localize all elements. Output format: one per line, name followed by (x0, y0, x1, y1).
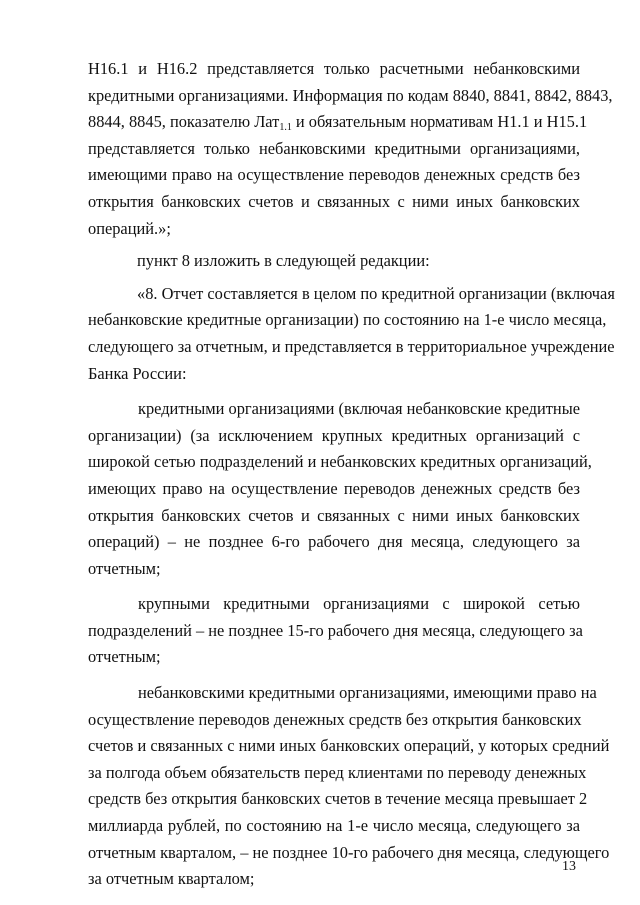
text-line: отчетным кварталом, – не позднее 10-го рабочего дня месяца, следующего (88, 842, 610, 862)
text-line: представляется только небанковскими кредитными организациями, (88, 138, 580, 158)
text-line: кредитными организациями. Информация по кодам 8840, 8841, 8842, 8843, (88, 85, 613, 105)
text-line: небанковскими кредитными организациями, имеющими право на (138, 683, 597, 703)
text-line: за отчетным кварталом; (88, 869, 255, 889)
text-line: средств без открытия банковских счетов в течение месяца превышает 2 (88, 789, 588, 809)
text-line: операций) – не позднее 6-го рабочего дня месяца, следующего за (88, 532, 580, 552)
text-line: операций.»; (88, 218, 171, 238)
text-line: отчетным; (88, 647, 161, 667)
text-line: кредитными организациями (включая небанковские кредитные (138, 399, 580, 419)
text-line: небанковские кредитные организации) по состоянию на 1-е число месяца, (88, 310, 607, 330)
text-fragment: 8844, 8845, показателю Лат (88, 112, 280, 132)
text-line: счетов и связанных с ними иных банковских операций, у которых средний (88, 736, 610, 756)
text-line: имеющими право на осуществление переводов денежных средств без (88, 165, 580, 185)
text-line: открытия банковских счетов и связанных с ними иных банковских (88, 191, 580, 211)
text-line: крупными кредитными организациями с широкой сетью (138, 594, 580, 614)
text-line: миллиарда рублей, по состоянию на 1-е число месяца, следующего за (88, 816, 580, 836)
text-line: широкой сетью подразделений и небанковских кредитных организаций, (88, 452, 592, 472)
text-line: организации) (за исключением крупных кредитных организаций с (88, 425, 580, 445)
text-line: «8. Отчет составляется в целом по кредитной организации (включая (137, 283, 615, 303)
text-line: пункт 8 изложить в следующей редакции: (137, 251, 430, 271)
text-line: отчетным; (88, 558, 161, 578)
text-fragment: и обязательным нормативам Н1.1 и Н15.1 (291, 112, 588, 132)
subscript: 1.1 (279, 122, 292, 134)
page-number: 13 (562, 859, 576, 874)
text-line (88, 109, 588, 136)
document-page (88, 56, 615, 893)
text-line: открытия банковских счетов и связанных с ними иных банковских (88, 505, 580, 525)
text-line: осуществление переводов денежных средств без открытия банковских (88, 709, 582, 729)
text-line: Банка России: (88, 363, 187, 383)
text-line: подразделений – не позднее 15-го рабочего дня месяца, следующего за (88, 620, 583, 640)
text-line: Н16.1 и Н16.2 представляется только расчетными небанковскими (88, 59, 580, 78)
text-line: следующего за отчетным, и представляется в территориальное учреждение (88, 336, 615, 356)
text-line: за полгода объем обязательств перед клиентами по переводу денежных (88, 762, 587, 782)
text-line: имеющих право на осуществление переводов денежных средств без (88, 478, 580, 498)
